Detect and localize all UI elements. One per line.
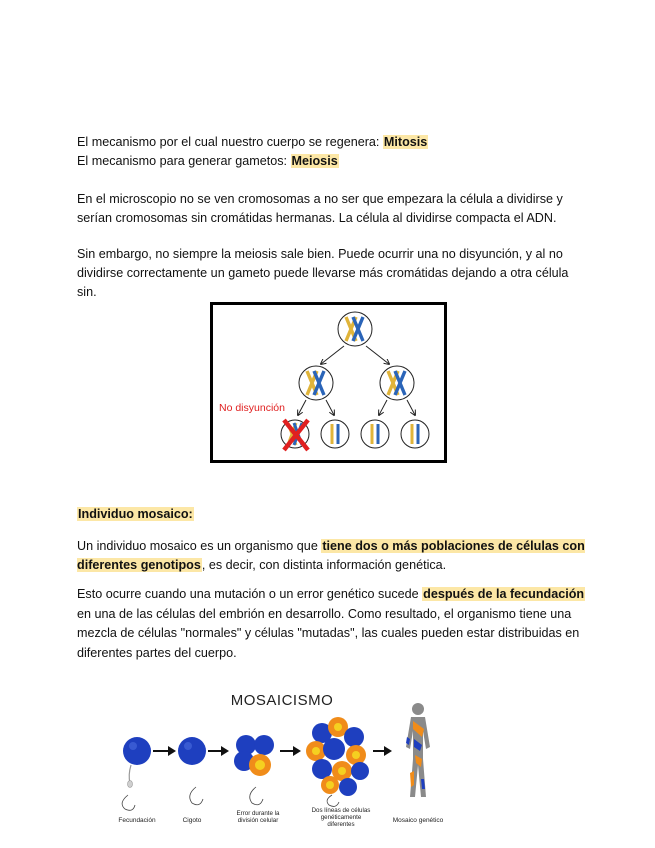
label-cigoto: Cigoto	[182, 817, 202, 824]
mosaic-heading	[77, 505, 587, 524]
p2-start: Esto ocurre cuando una mutación o un error genético sucede	[77, 587, 423, 601]
label-fecundacion: Fecundación	[118, 817, 156, 824]
p2-end: en una de las células del embrión en desarrollo. Como resultado, el organismo tiene una mezcla de células "normales" y células "mutadas", las cuales pueden estar distribuidas en diferentes partes del cuerpo.	[77, 606, 580, 660]
mosaicismo-figure	[110, 685, 455, 835]
stage-zygote	[178, 737, 206, 805]
daughter-cell-left	[299, 366, 333, 400]
stage-error-division	[234, 735, 274, 805]
p2-highlight: después de la fecundación	[423, 587, 585, 601]
microscope-paragraph: En el microscopio no se ven cromosomas a no ser que empezara la célula a dividirse y serían cromosomas sin cromátidas hermanas. La célula al dividirse compacta el ADN.	[77, 192, 563, 225]
nondisjunction-diagram	[210, 302, 447, 463]
gamete-2	[321, 420, 349, 448]
mosaic-heading-text: Individuo mosaico:	[78, 507, 193, 521]
p1-end: , es decir, con distinta información genética.	[201, 557, 447, 572]
human-body-icon	[406, 703, 430, 797]
arrow-icon	[293, 746, 301, 756]
meiosis-prefix: El mecanismo para generar gametos:	[77, 154, 291, 168]
daughter-cell-right	[380, 366, 414, 400]
mitosis-prefix: El mecanismo por el cual nuestro cuerpo se regenera:	[77, 135, 383, 149]
label-error: Error durante la división celular	[236, 810, 280, 824]
arrow-icon	[168, 746, 176, 756]
label-mosaico: Mosaico genético	[392, 817, 444, 824]
label-lines-wrapper	[310, 807, 372, 833]
meiosis-line	[77, 152, 587, 171]
gamete-4	[401, 420, 429, 448]
stage-genetic-mosaic	[406, 703, 430, 797]
mitosis-term: Mitosis	[383, 135, 428, 149]
parent-cell	[338, 312, 372, 346]
mosaic-paragraph-1	[77, 537, 587, 574]
stage-two-lines	[306, 717, 369, 806]
meiosis-term: Meiosis	[291, 154, 338, 168]
p1-start: Un individuo mosaico es un organismo que	[77, 539, 322, 553]
gamete-error	[281, 420, 309, 450]
stage-fertilization	[122, 737, 151, 810]
nondisjunction-label: No disyunción	[219, 402, 285, 414]
arrow-icon	[384, 746, 392, 756]
figure-title: MOSAICISMO	[230, 692, 334, 709]
arrow-icon	[221, 746, 229, 756]
mosaic-paragraph-2	[77, 585, 587, 663]
mitosis-line	[77, 133, 587, 152]
gamete-3	[361, 420, 389, 448]
p1-highlight: tiene dos o más poblaciones de células con diferentes genotipos	[77, 539, 585, 572]
label-error-wrapper	[228, 810, 288, 834]
label-lines: Dos líneas de células genéticamente diferentes	[311, 807, 371, 828]
nondisjunction-paragraph: Sin embargo, no siempre la meiosis sale bien. Puede ocurrir una no disyunción, y al no dividirse correctamente un gameto puede llevarse más cromátidas dejando a otra célula sin.	[77, 247, 569, 299]
